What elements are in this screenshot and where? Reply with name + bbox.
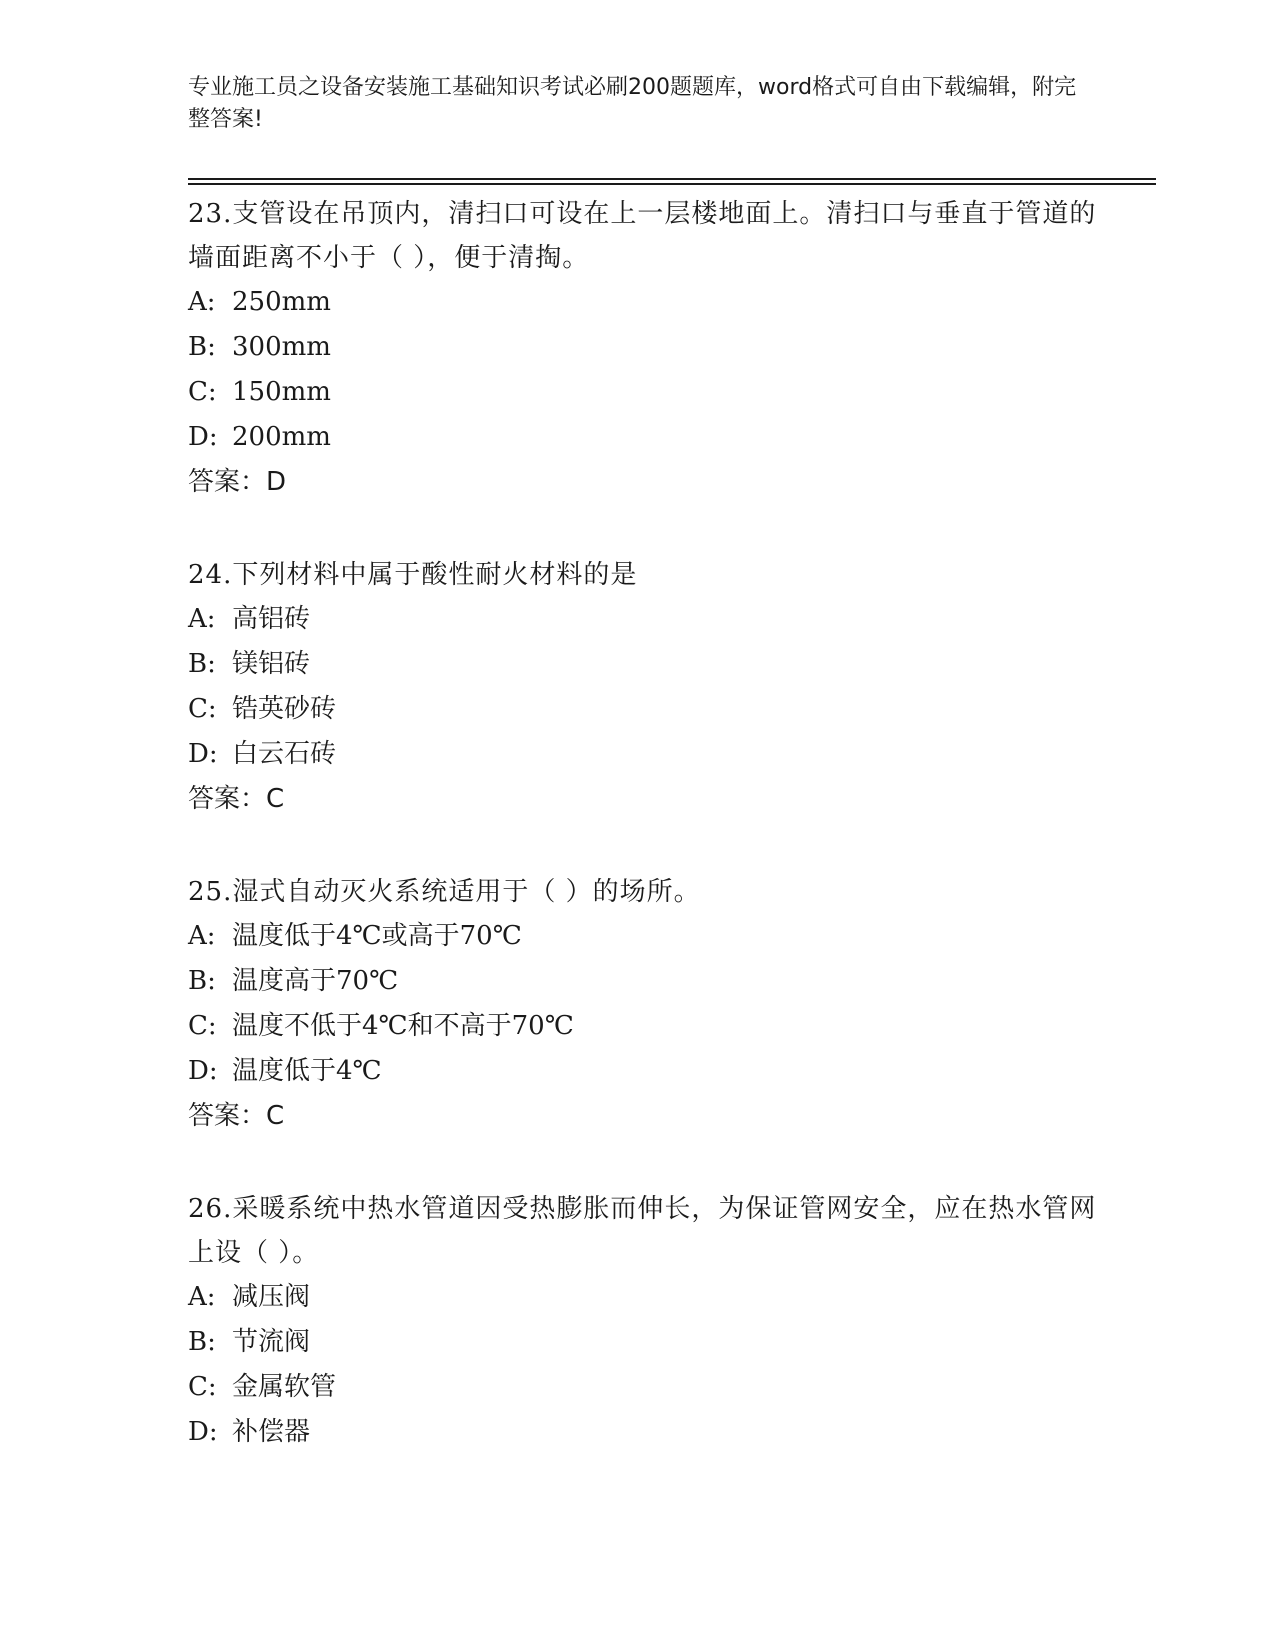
- document-header: 专业施工员之设备安装施工基础知识考试必刷200题题库，word格式可自由下载编辑，附完整答案!: [188, 75, 1077, 132]
- option-key: D:: [188, 1056, 218, 1086]
- option-c: [188, 370, 1108, 415]
- option-key: B:: [188, 649, 216, 679]
- option-c: [188, 687, 1108, 732]
- option-key: A:: [188, 604, 216, 634]
- option-text: 高铝砖: [232, 604, 311, 634]
- option-c: [188, 1365, 1108, 1410]
- option-d: [188, 1049, 1108, 1094]
- answer-text: 答案：C: [188, 784, 285, 814]
- option-key: C:: [188, 1372, 217, 1402]
- option-text: 温度不低于4℃和不高于70℃: [232, 1011, 574, 1041]
- option-a: [188, 597, 1108, 642]
- option-text: 镁铝砖: [232, 649, 311, 679]
- answer-text: 答案：D: [188, 467, 287, 497]
- question-stem: 24.下列材料中属于酸性耐火材料的是: [188, 560, 638, 590]
- option-d: [188, 732, 1108, 777]
- question-list: [188, 192, 1108, 1455]
- option-b: [188, 1320, 1108, 1365]
- option-text: 减压阀: [232, 1282, 311, 1312]
- option-text: 温度低于4℃: [232, 1056, 382, 1086]
- option-b: [188, 325, 1108, 370]
- question-spacer: [188, 821, 1108, 870]
- option-text: 白云石砖: [232, 739, 337, 769]
- option-a: [188, 280, 1108, 325]
- question-23: [188, 192, 1108, 504]
- question-25: [188, 870, 1108, 1138]
- option-key: A:: [188, 1282, 216, 1312]
- option-key: C:: [188, 694, 217, 724]
- option-text: 节流阀: [232, 1327, 311, 1357]
- option-a: [188, 914, 1108, 959]
- option-text: 200mm: [232, 422, 331, 452]
- option-c: [188, 1004, 1108, 1049]
- option-d: [188, 415, 1108, 460]
- question-stem: 25.湿式自动灭火系统适用于（ ）的场所。: [188, 877, 701, 907]
- option-key: C:: [188, 1011, 217, 1041]
- question-stem: 26.采暖系统中热水管道因受热膨胀而伸长，为保证管网安全，应在热水管网上设（ ）。: [188, 1194, 1097, 1268]
- question-24: [188, 553, 1108, 821]
- option-key: B:: [188, 332, 216, 362]
- option-key: A:: [188, 287, 216, 317]
- option-key: A:: [188, 921, 216, 951]
- question-spacer: [188, 1138, 1108, 1187]
- option-text: 300mm: [232, 332, 331, 362]
- option-key: D:: [188, 1417, 218, 1447]
- question-stem: 23.支管设在吊顶内，清扫口可设在上一层楼地面上。清扫口与垂直于管道的墙面距离不小于（ ），便于清掏。: [188, 199, 1097, 273]
- option-key: B:: [188, 1327, 216, 1357]
- option-text: 温度高于70℃: [232, 966, 399, 996]
- option-key: C:: [188, 377, 217, 407]
- option-text: 温度低于4℃或高于70℃: [232, 921, 522, 951]
- header-divider-bottom: [188, 183, 1156, 185]
- option-text: 金属软管: [232, 1372, 337, 1402]
- option-text: 250mm: [232, 287, 331, 317]
- option-d: [188, 1410, 1108, 1455]
- option-text: 锆英砂砖: [232, 694, 337, 724]
- header-divider-top: [188, 178, 1156, 180]
- option-text: 补偿器: [232, 1417, 311, 1447]
- option-a: [188, 1275, 1108, 1320]
- option-text: 150mm: [232, 377, 331, 407]
- question-26: [188, 1187, 1108, 1455]
- option-b: [188, 959, 1108, 1004]
- answer-text: 答案：C: [188, 1101, 285, 1131]
- option-key: D:: [188, 422, 218, 452]
- option-key: D:: [188, 739, 218, 769]
- option-key: B:: [188, 966, 216, 996]
- question-spacer: [188, 504, 1108, 553]
- option-b: [188, 642, 1108, 687]
